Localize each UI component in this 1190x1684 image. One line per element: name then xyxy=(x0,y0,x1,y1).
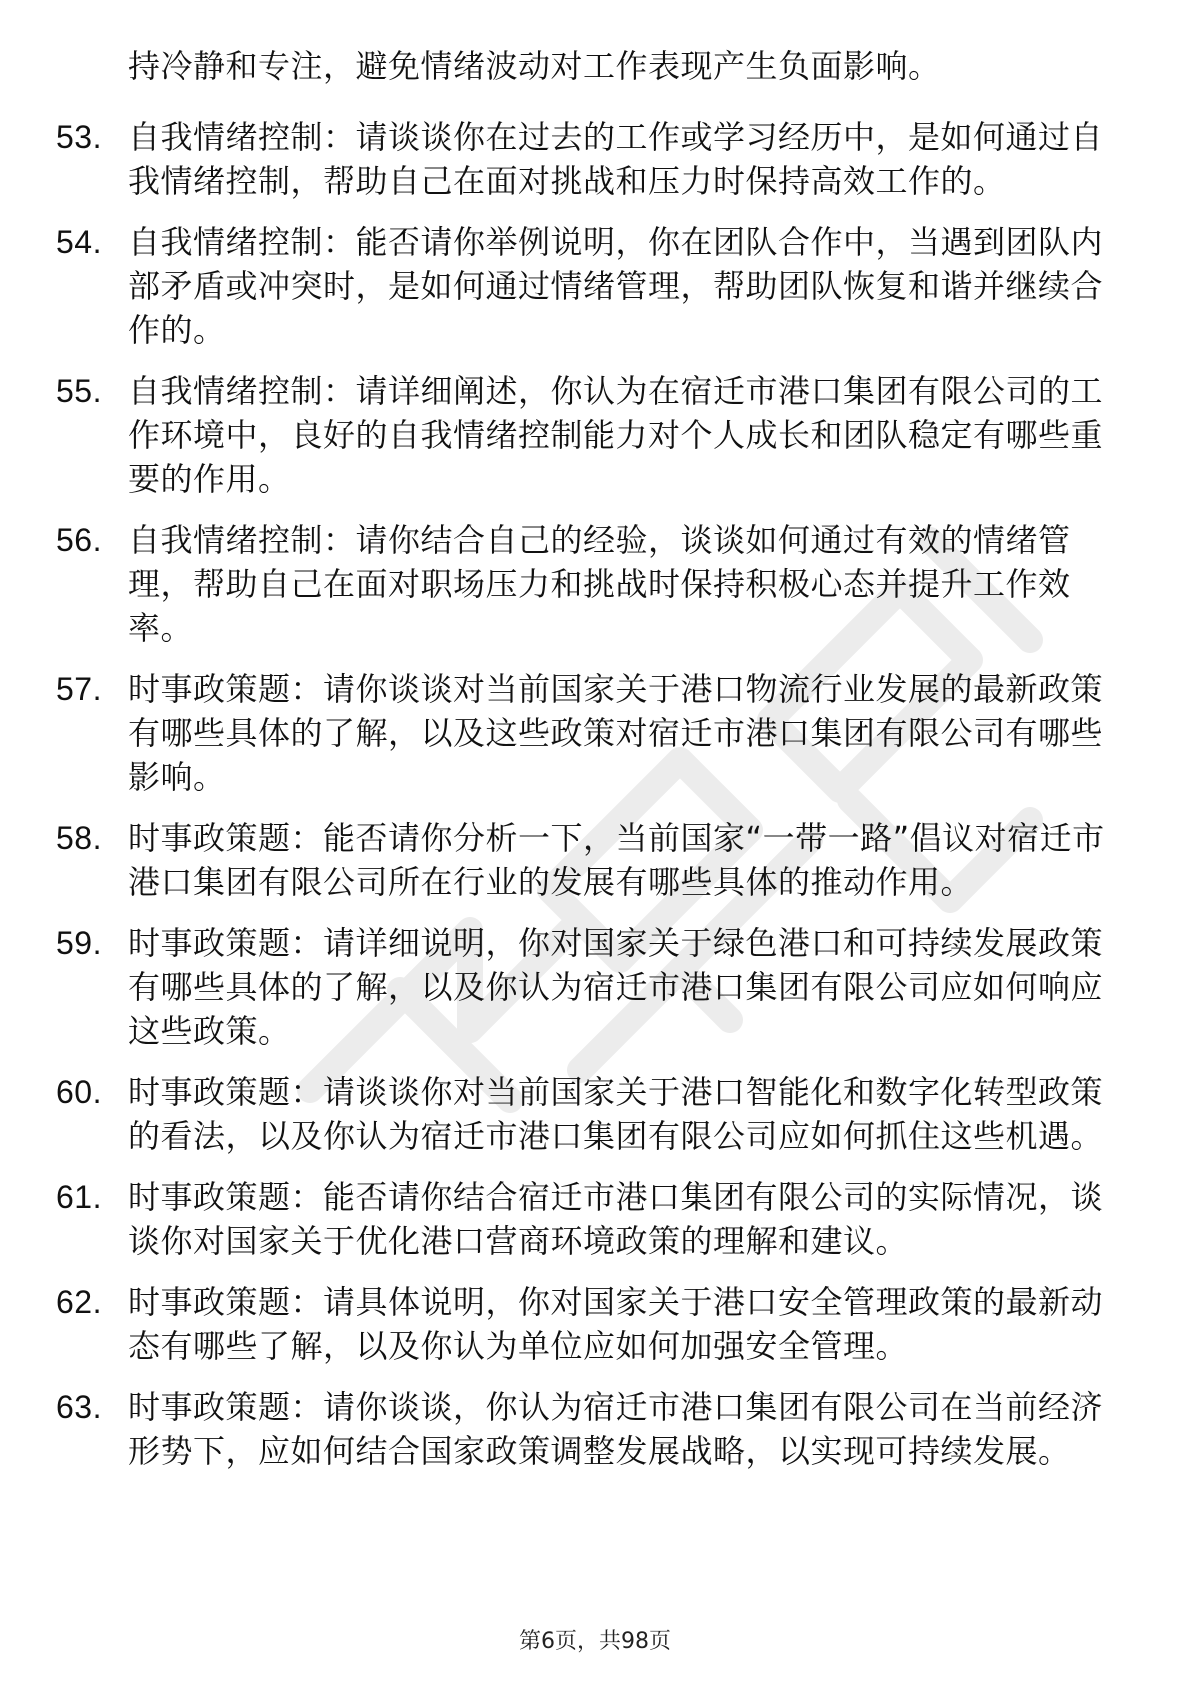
question-number: 54. xyxy=(56,224,102,260)
list-item xyxy=(0,921,1118,1053)
question-text: 时事政策题：请你谈谈，你认为宿迁市港口集团有限公司在当前经济形势下，应如何结合国家政策调整发展战略，以实现可持续发展。 xyxy=(128,1388,1104,1470)
list-item xyxy=(0,816,1118,904)
list-item xyxy=(0,369,1118,501)
question-text: 自我情绪控制：请你结合自己的经验，谈谈如何通过有效的情绪管理，帮助自己在面对职场压力和挑战时保持积极心态并提升工作效率。 xyxy=(128,521,1071,647)
question-number: 58. xyxy=(56,820,102,856)
question-text: 自我情绪控制：请详细阐述，你认为在宿迁市港口集团有限公司的工作环境中，良好的自我情绪控制能力对个人成长和团队稳定有哪些重要的作用。 xyxy=(128,372,1104,498)
question-number: 53. xyxy=(56,119,102,155)
list-item xyxy=(0,1280,1118,1368)
question-number: 59. xyxy=(56,925,102,961)
list-item xyxy=(0,667,1118,799)
question-text: 自我情绪控制：请谈谈你在过去的工作或学习经历中，是如何通过自我情绪控制，帮助自己在面对挑战和压力时保持高效工作的。 xyxy=(128,118,1104,200)
question-list xyxy=(0,115,1190,1490)
question-number: 56. xyxy=(56,522,102,558)
list-item xyxy=(0,518,1118,650)
list-item xyxy=(0,220,1118,352)
list-item xyxy=(0,1385,1118,1473)
question-number: 63. xyxy=(56,1389,102,1425)
list-item xyxy=(0,1175,1118,1263)
question-number: 62. xyxy=(56,1284,102,1320)
list-item xyxy=(0,1070,1118,1158)
question-text: 时事政策题：请你谈谈对当前国家关于港口物流行业发展的最新政策有哪些具体的了解，以及这些政策对宿迁市港口集团有限公司有哪些影响。 xyxy=(128,670,1104,796)
question-number: 61. xyxy=(56,1179,102,1215)
question-text: 时事政策题：请具体说明，你对国家关于港口安全管理政策的最新动态有哪些了解，以及你认为单位应如何加强安全管理。 xyxy=(128,1283,1104,1365)
list-item xyxy=(0,115,1118,203)
question-text: 自我情绪控制：能否请你举例说明，你在团队合作中，当遇到团队内部矛盾或冲突时，是如何通过情绪管理，帮助团队恢复和谐并继续合作的。 xyxy=(128,223,1104,349)
page-footer: 第6页，共98页 xyxy=(519,1629,671,1654)
question-text: 时事政策题：能否请你分析一下，当前国家“一带一路”倡议对宿迁市港口集团有限公司所在行业的发展有哪些具体的推动作用。 xyxy=(128,819,1105,901)
question-number: 60. xyxy=(56,1074,102,1110)
question-number: 55. xyxy=(56,373,102,409)
question-text: 时事政策题：请谈谈你对当前国家关于港口智能化和数字化转型政策的看法，以及你认为宿迁市港口集团有限公司应如何抓住这些机遇。 xyxy=(128,1073,1104,1155)
continuation-paragraph: 持冷静和专注，避免情绪波动对工作表现产生负面影响。 xyxy=(128,47,941,85)
question-number: 57. xyxy=(56,671,102,707)
question-text: 时事政策题：能否请你结合宿迁市港口集团有限公司的实际情况，谈谈你对国家关于优化港口营商环境政策的理解和建议。 xyxy=(128,1178,1104,1260)
question-text: 时事政策题：请详细说明，你对国家关于绿色港口和可持续发展政策有哪些具体的了解，以及你认为宿迁市港口集团有限公司应如何响应这些政策。 xyxy=(128,924,1104,1050)
